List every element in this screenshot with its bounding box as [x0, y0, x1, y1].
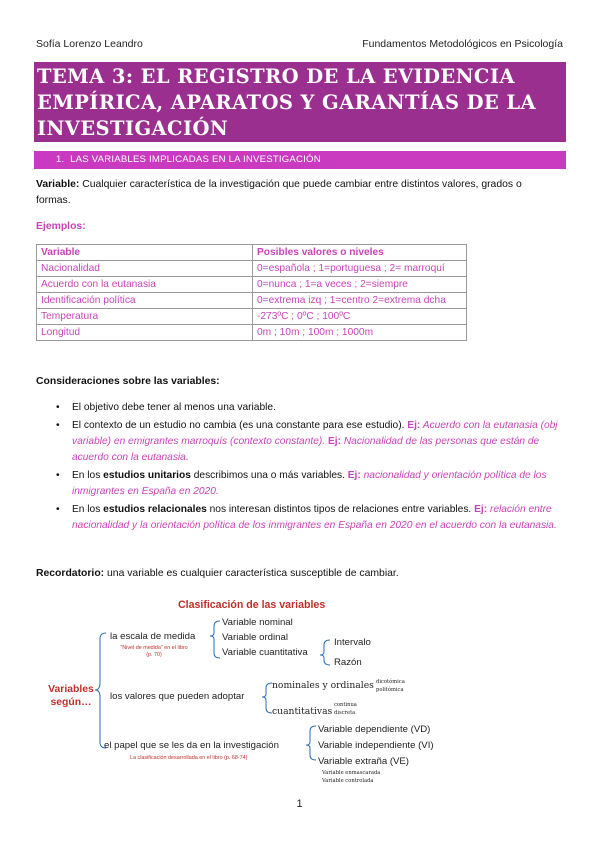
- papel-bracket: [306, 726, 316, 760]
- diagram-title: Clasificación de las variables: [178, 599, 326, 611]
- table-cell: 0=extrema izq ; 1=centro 2=extrema dcha: [253, 293, 467, 309]
- table-cell: -273ºC ; 0ºC ; 100ºC: [253, 309, 467, 325]
- item-cuantitativa: Variable cuantitativa: [222, 647, 308, 658]
- item-dicotomica: dicotómica: [376, 679, 405, 685]
- branch-escala: la escala de medida: [110, 631, 196, 642]
- example-text: relación entre nacionalidad y la orientación política de los inmigrantes en España en 2020 en el acuerdo con la eutanasia.: [72, 504, 557, 531]
- reminder-text: una variable es cualquier característica susceptible de cambiar.: [104, 568, 399, 579]
- branch-papel-note: La clasificación desarrollada en el libro (p. 68-74): [130, 755, 248, 761]
- item-independiente: Variable independiente (VI): [318, 740, 434, 751]
- title-band: [34, 62, 566, 142]
- table-row: [37, 309, 467, 325]
- item-ordinal: Variable ordinal: [222, 632, 288, 643]
- diagram-root: Variables según…: [48, 684, 94, 708]
- example-text: Acuerdo con la eutanasia (obj variable) en emigrantes marroquís (contexto constante).: [72, 420, 558, 447]
- bullet-icon: •: [56, 470, 60, 481]
- example-text: Nacionalidad de las personas que están de acuerdo con la eutanasia.: [72, 436, 540, 463]
- bullet-bold: estudios relacionales: [103, 504, 207, 515]
- section-heading: [34, 151, 566, 169]
- example-marker: Ej:: [347, 470, 361, 481]
- item-extrana: Variable extraña (VE): [318, 756, 410, 767]
- item-dependiente: Variable dependiente (VD): [318, 724, 431, 735]
- examples-label: Ejemplos:: [36, 221, 86, 232]
- section-number: 1.: [56, 154, 65, 165]
- item-cuantitativas: cuantitativas: [272, 706, 333, 717]
- item-continua: continua: [334, 702, 357, 708]
- table-header-row: [37, 245, 467, 261]
- variable-text: Cualquier característica de la investigación que puede cambiar entre distintos valores, grados o formas.: [36, 179, 522, 206]
- escala-bracket: [210, 621, 220, 658]
- table-cell: Longitud: [37, 325, 253, 341]
- table-cell: 0m ; 10m ; 100m ; 1000m: [253, 325, 467, 341]
- considerations-title: Consideraciones sobre las variables:: [36, 376, 220, 387]
- table-cell: 0=española ; 1=portuguesa ; 2= marroquí: [253, 261, 467, 277]
- header-author: Sofía Lorenzo Leandro: [36, 38, 143, 50]
- bullet-text: En los: [72, 470, 104, 481]
- variable-term: Variable:: [36, 179, 80, 190]
- table-cell: Acuerdo con la eutanasia: [37, 277, 253, 293]
- branch-papel: el papel que se les da en la investigación: [104, 740, 279, 751]
- list-item: [56, 468, 561, 500]
- bullet-icon: •: [56, 504, 60, 515]
- branch-escala-note: "Nivel de medida" en el libro (p. 70): [120, 645, 188, 658]
- bullet-icon: •: [56, 402, 60, 413]
- bullet-text: describimos una o más variables.: [190, 470, 348, 481]
- section-label: LAS VARIABLES IMPLICADAS EN LA INVESTIGACIÓN: [70, 154, 321, 165]
- valores-bracket: [262, 683, 272, 713]
- cuantitativa-bracket: [320, 640, 330, 665]
- item-controlada: Variable controlada: [322, 778, 374, 784]
- table-header: Posibles valores o niveles: [253, 245, 467, 261]
- bullet-bold: estudios unitarios: [103, 470, 191, 481]
- item-intervalo: Intervalo: [334, 637, 371, 648]
- table-row: [37, 277, 467, 293]
- item-nom-ord: nominales y ordinales: [272, 680, 374, 691]
- considerations-list: [56, 400, 561, 536]
- header-course: Fundamentos Metodológicos en Psicología: [362, 38, 563, 50]
- example-marker: Ej:: [474, 504, 488, 515]
- item-nominal: Variable nominal: [222, 617, 293, 628]
- branch-valores: los valores que pueden adoptar: [110, 691, 245, 702]
- table-row: [37, 261, 467, 277]
- table-cell: 0=nunca ; 1=a veces ; 2=siempre: [253, 277, 467, 293]
- table-cell: Nacionalidad: [37, 261, 253, 277]
- page-number: 1: [296, 798, 303, 810]
- bullet-text: nos interesan distintos tipos de relaciones entre variables.: [206, 504, 475, 515]
- example-text: nacionalidad y orientación política de los inmigrantes en España en 2020.: [72, 470, 547, 497]
- list-item: [56, 400, 561, 416]
- reminder-term: Recordatorio:: [36, 568, 105, 579]
- table-cell: Temperatura: [37, 309, 253, 325]
- classification-diagram: [0, 590, 599, 790]
- table-row: [37, 325, 467, 341]
- variables-table: [36, 244, 467, 341]
- section-title: [56, 154, 321, 165]
- page-title: TEMA 3: EL REGISTRO DE LA EVIDENCIA EMPÍRICA, APARATOS Y GARANTÍAS DE LA INVESTIGACIÓN: [37, 65, 537, 140]
- list-item: [56, 418, 561, 466]
- example-marker: Ej:: [327, 436, 341, 447]
- example-marker: Ej:: [407, 420, 421, 431]
- item-razon: Razón: [334, 657, 362, 668]
- bullet-icon: •: [56, 420, 60, 431]
- bullet-text: En los: [72, 504, 104, 515]
- table-header: Variable: [37, 245, 253, 261]
- item-discreta: discreta: [334, 710, 356, 716]
- bullet-text: El contexto de un estudio no cambia (es una constante para ese estudio).: [72, 420, 408, 431]
- reminder: [36, 566, 399, 582]
- table-row: [37, 293, 467, 309]
- variable-definition: [36, 177, 556, 209]
- bullet-text: El objetivo debe tener al menos una variable.: [72, 402, 276, 413]
- list-item: [56, 502, 561, 534]
- root-bracket: [95, 633, 106, 748]
- item-politomica: politómica: [376, 687, 404, 693]
- item-enmascarada: Variable enmascarada: [322, 770, 381, 776]
- table-cell: Identificación política: [37, 293, 253, 309]
